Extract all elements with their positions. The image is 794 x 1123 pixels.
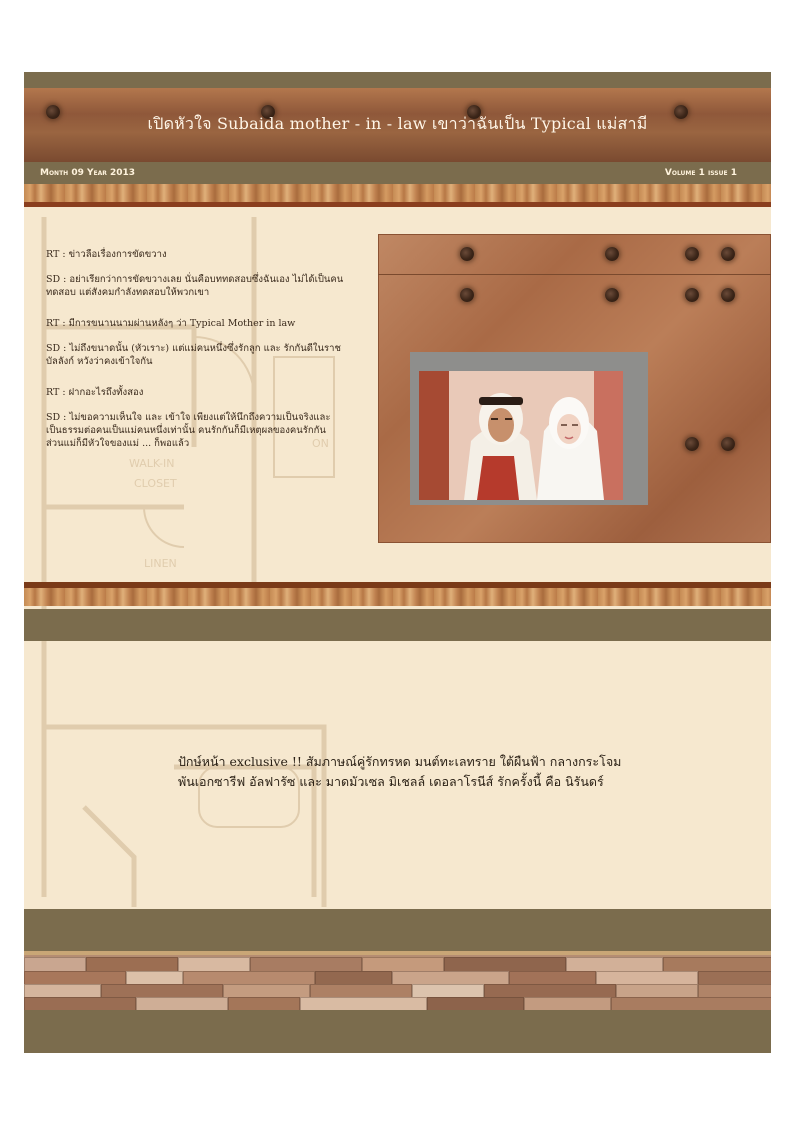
wood-divider (24, 184, 771, 202)
rivet-icon (605, 288, 619, 302)
stone-brick (24, 971, 126, 985)
panel-seam (378, 274, 771, 275)
stone-brick (392, 971, 509, 985)
stone-brick (524, 997, 611, 1010)
couple-illustration (419, 371, 623, 500)
stone-brick (183, 971, 315, 985)
stone-brick (24, 997, 136, 1010)
issue-date: Month 09 Year 2013 (40, 168, 136, 178)
olive-band-middle (24, 909, 771, 951)
photo-frame (410, 352, 648, 505)
copper-photo-panel (378, 234, 771, 543)
question-3: RT : ฝากอะไรถึงทั้งสอง (46, 387, 144, 398)
stone-brick (444, 957, 566, 972)
magazine-page (24, 72, 771, 1053)
stone-brick (663, 957, 771, 972)
olive-band-upper (24, 609, 771, 641)
olive-band-bottom (24, 1010, 771, 1053)
rivet-icon (685, 288, 699, 302)
rivet-icon (685, 247, 699, 261)
stone-brick (596, 971, 698, 985)
page-title: เปิดหัวใจ Subaida mother - in - law เขาว่าฉันเป็น Typical แม่สามี (147, 114, 648, 133)
top-strip (24, 72, 771, 88)
stone-brick (484, 984, 616, 998)
issue-bar (24, 162, 771, 184)
interview-column (46, 248, 346, 462)
question-2: RT : มีการขนานนามผ่านหลังๆ ว่า Typical Mother in law (46, 318, 296, 329)
rivet-icon (460, 288, 474, 302)
stone-brick (223, 984, 310, 998)
teaser-line-2: พันเอกซารีฟ อัลฟารัซ และ มาดมัวเซล มิเชลล์ เดอลาโรนีส์ รักครั้งนี้ คือ นิรันดร์ (178, 774, 604, 789)
stone-brick (24, 957, 86, 972)
stone-brick (616, 984, 698, 998)
stone-brick (228, 997, 300, 1010)
copper-banner (24, 88, 771, 162)
svg-text:WALK-IN: WALK-IN (129, 457, 175, 470)
stone-brick (250, 957, 362, 972)
issue-volume: Volume 1 issue 1 (664, 168, 737, 178)
stone-brick (300, 997, 427, 1010)
answer-3: SD : ไม่ขอความเห็นใจ และ เข้าใจ เพียงแต่ให้นึกถึงความเป็นจริงและเป็นธรรมต่อคนเป็นแม่คนหนึ่งเท่านั้น คนรักกันก็มีเหตุผลของคนรักกัน ส่วนแม่ก็มีหัวใจของแม่ ... ก็พอแล้ว (46, 412, 331, 449)
stone-brick (136, 997, 228, 1010)
stone-brick (362, 957, 444, 972)
stone-brick (178, 957, 250, 972)
stone-brick (427, 997, 524, 1010)
stone-brick (126, 971, 183, 985)
stone-brick (412, 984, 484, 998)
stone-brick (86, 957, 178, 972)
teaser-line-1: ปักษ์หน้า exclusive !! สัมภาษณ์คู่รักทรหด มนต์ทะเลทราย ใต้ผืนฟ้า กลางกระโจม (178, 754, 622, 769)
stone-brick (310, 984, 412, 998)
answer-1: SD : อย่าเรียกว่าการขัดขวางเลย นั่นคือบททดสอบซึ่งฉันเอง ไม่ได้เป็นคนทดสอบ แต่สังคมกำลังทดสอบให้พวกเขา (46, 274, 344, 298)
rivet-icon (721, 288, 735, 302)
stone-brick (509, 971, 596, 985)
rivet-icon (460, 247, 474, 261)
stone-brick (566, 957, 663, 972)
rivet-icon (721, 437, 735, 451)
svg-text:LINEN: LINEN (144, 557, 177, 570)
next-issue-teaser (178, 752, 658, 792)
rivet-icon (605, 247, 619, 261)
stone-wall-strip (24, 955, 771, 1010)
question-1: RT : ข่าวลือเรื่องการขัดขวาง (46, 249, 167, 260)
stone-brick (101, 984, 223, 998)
answer-2: SD : ไม่ถึงขนาดนั้น (หัวเราะ) แต่แม่คนหนึ่งซึ่งรักลูก และ รักกันดีในราชบัลลังก์ หวังว่าคงเข้าใจกัน (46, 343, 341, 367)
stone-brick (698, 971, 771, 985)
svg-text:CLOSET: CLOSET (134, 477, 177, 490)
wood-divider-lower (24, 588, 771, 606)
couple-photo (419, 371, 623, 500)
stone-brick (24, 984, 101, 998)
stone-brick (315, 971, 392, 985)
stone-brick (698, 984, 771, 998)
svg-text:ON: ON (312, 437, 329, 450)
rivet-icon (721, 247, 735, 261)
rivet-icon (685, 437, 699, 451)
stone-brick (611, 997, 771, 1010)
